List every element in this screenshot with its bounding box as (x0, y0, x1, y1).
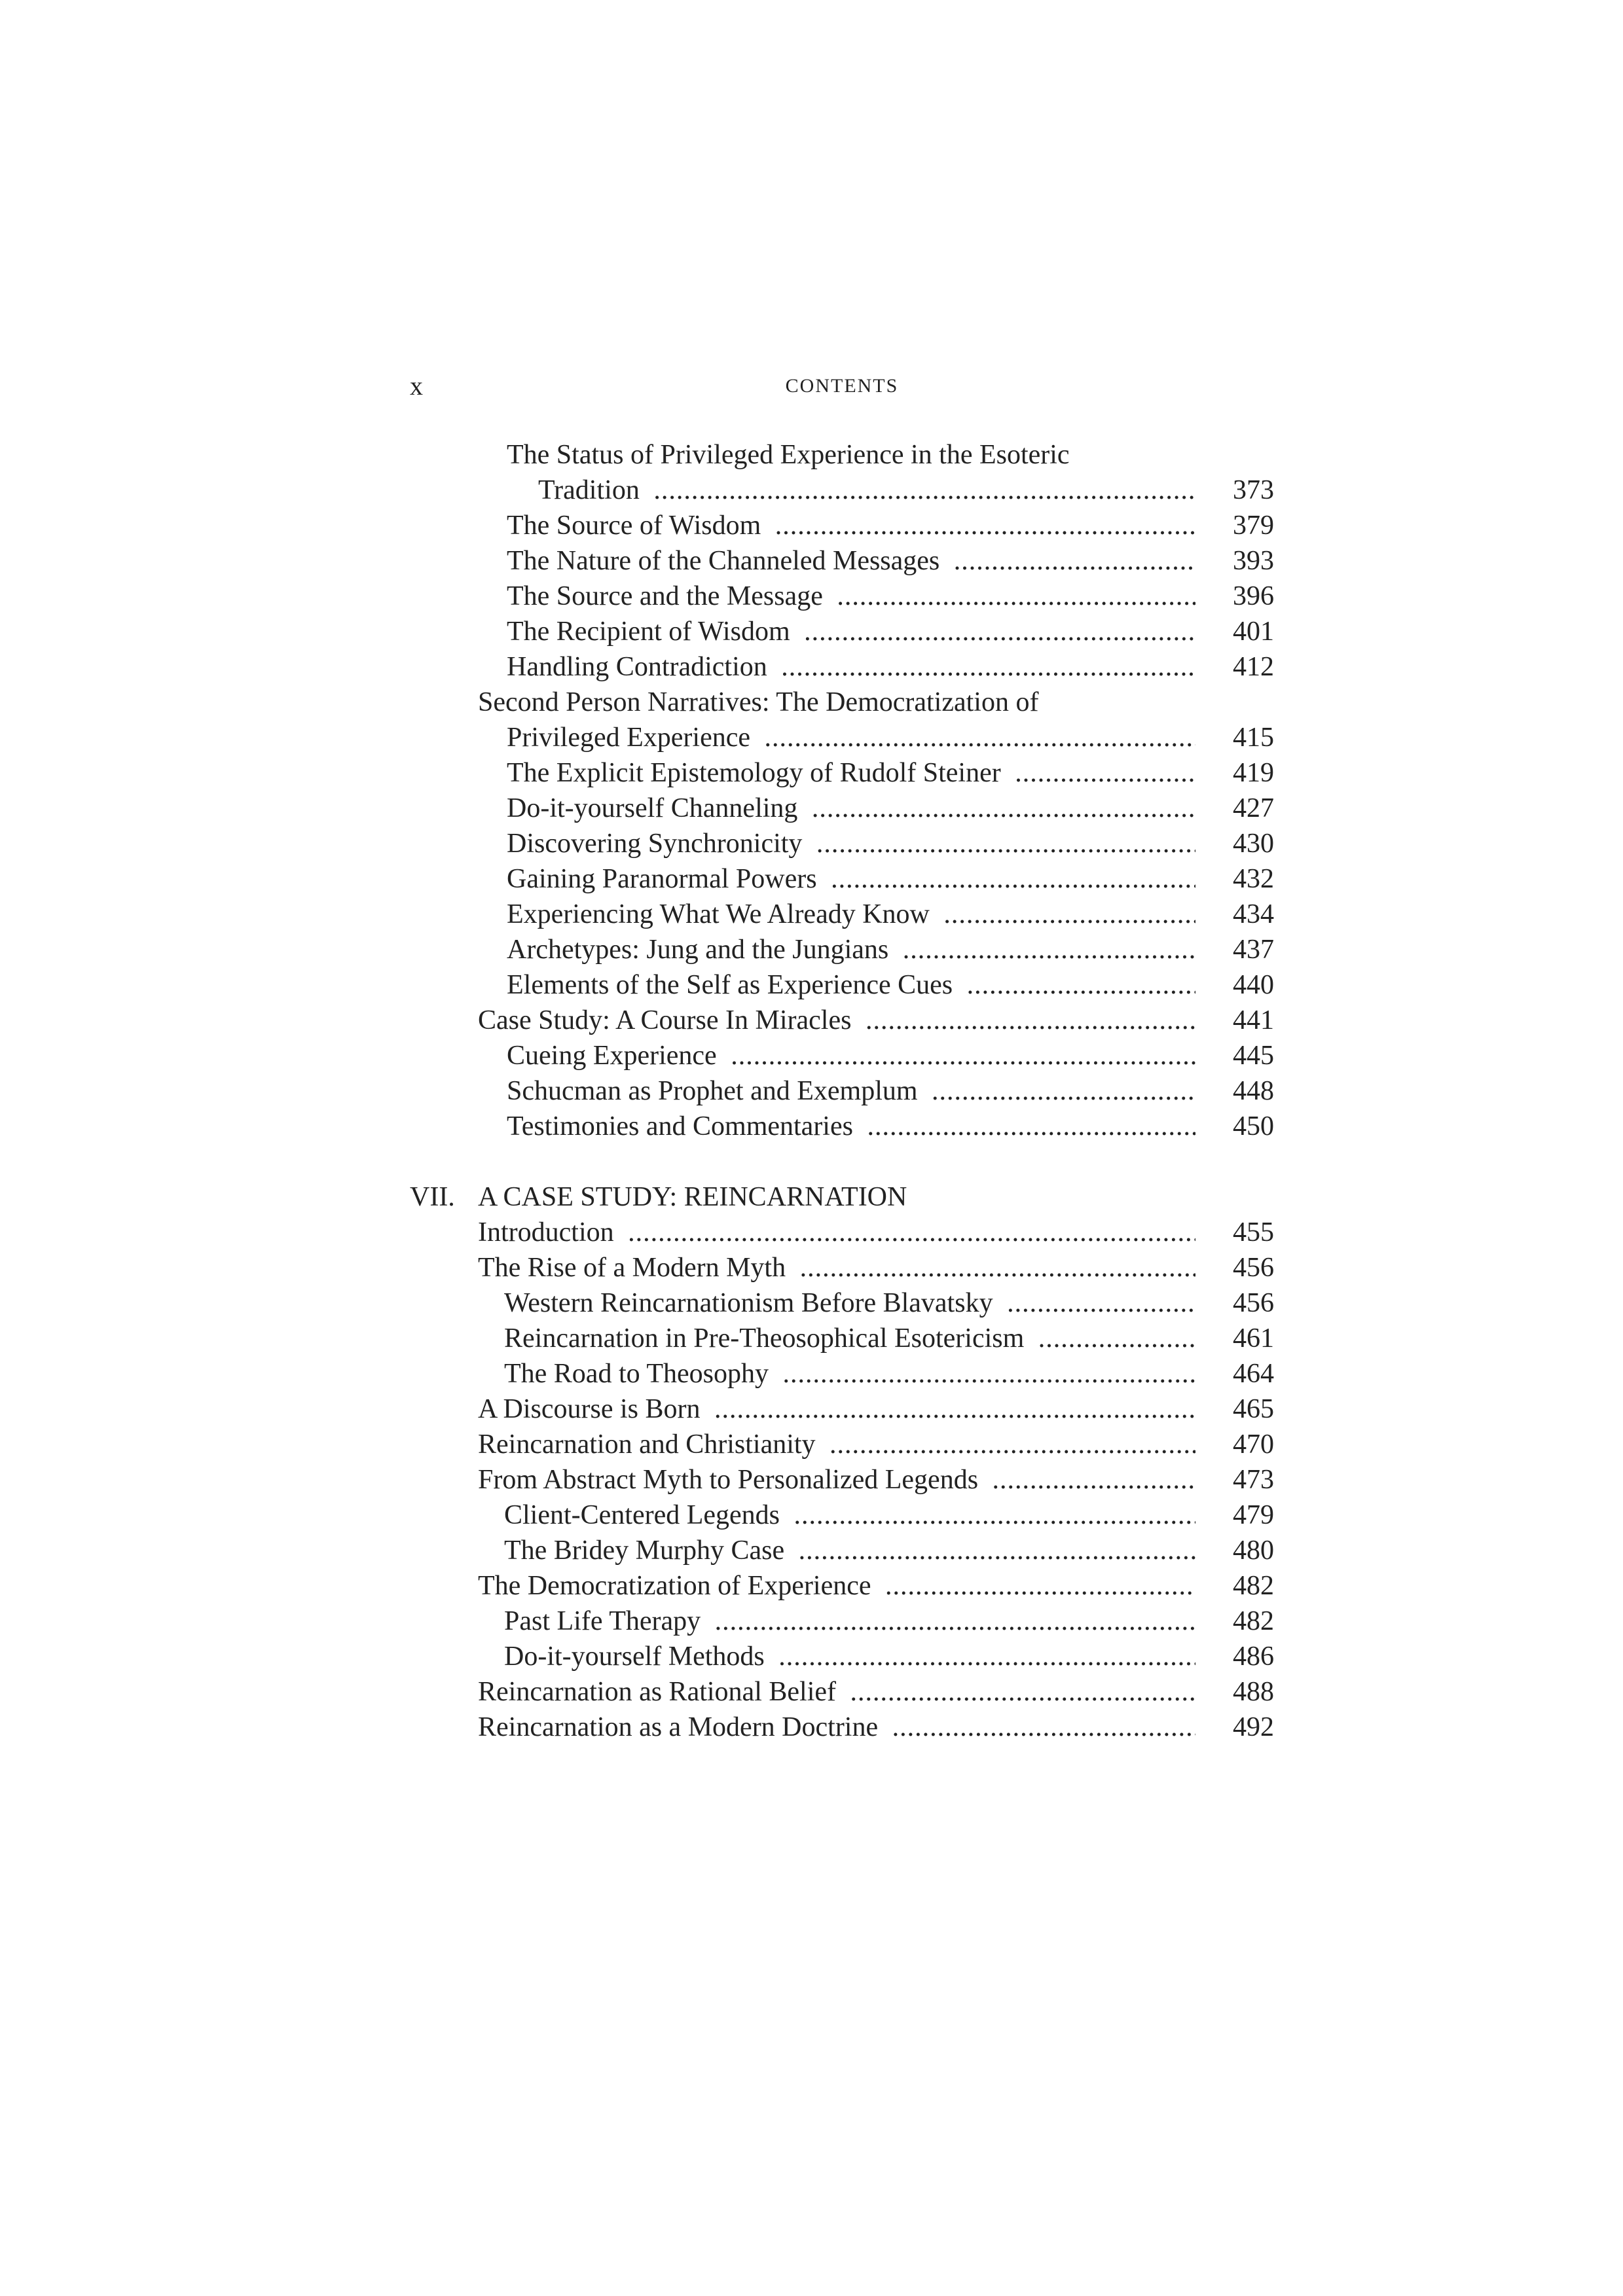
toc-entry-page: 482 (1233, 1606, 1274, 1636)
toc-entry-page: 473 (1233, 1465, 1274, 1495)
toc-entry (410, 1215, 1274, 1250)
toc-entry-title (410, 791, 1195, 826)
toc-entry-title (410, 685, 1195, 720)
toc-entry-title (410, 614, 1195, 649)
toc-entry-title (410, 508, 1195, 543)
toc-entry (410, 1073, 1274, 1109)
toc-entry-page: 437 (1233, 935, 1274, 965)
toc-entry-label: Introduction (478, 1217, 621, 1247)
toc-entry-title (410, 579, 1195, 614)
toc-entry-label: Case Study: A Course In Miracles (478, 1005, 858, 1035)
toc-entry-title (410, 967, 1195, 1003)
toc-entry-title (410, 1674, 1195, 1710)
toc-entry (410, 897, 1274, 932)
toc-entry (410, 1321, 1274, 1356)
toc-entry-page: 401 (1233, 617, 1274, 647)
toc-entry (410, 1427, 1274, 1462)
toc-entry-label: Archetypes: Jung and the Jungians (507, 935, 895, 965)
toc-entry-title (410, 897, 1195, 932)
toc-entry (410, 1604, 1274, 1639)
toc-entry (410, 1639, 1274, 1674)
toc-entry-title (410, 649, 1195, 685)
toc-entry (410, 1250, 1274, 1285)
toc-entry (410, 1462, 1274, 1498)
toc-entry-label: A Discourse is Born (478, 1394, 707, 1424)
toc-entry (410, 1109, 1274, 1144)
toc-entry-label: The Explicit Epistemology of Rudolf Steiner (507, 758, 1008, 788)
toc-entry (410, 967, 1274, 1003)
toc-entry (410, 579, 1274, 614)
chapter-heading (410, 1179, 1274, 1215)
toc-entry-page: 482 (1233, 1571, 1274, 1601)
toc-entry-page: 488 (1233, 1677, 1274, 1707)
toc-entry-title (410, 1462, 1195, 1498)
toc-entry-page: 470 (1233, 1429, 1274, 1460)
toc-entry-label: The Nature of the Channeled Messages (507, 546, 946, 576)
toc-entry-title (410, 826, 1195, 861)
toc-entry-page: 456 (1233, 1288, 1274, 1318)
toc-entry-label: The Bridey Murphy Case (504, 1535, 791, 1566)
toc-entry (410, 1038, 1274, 1073)
toc-entry-title (410, 1391, 1195, 1427)
toc-entry-title (410, 473, 1195, 508)
table-of-contents (410, 437, 1274, 1745)
toc-entry-page: 450 (1233, 1111, 1274, 1141)
chapter-number: VII. (410, 1182, 455, 1212)
toc-entry-title (410, 1285, 1195, 1321)
toc-entry-title (410, 1073, 1195, 1109)
toc-entry-label: Do-it-yourself Channeling (507, 793, 804, 823)
toc-entry-title (410, 861, 1195, 897)
toc-entry-page: 427 (1233, 793, 1274, 823)
toc-entry (410, 1568, 1274, 1604)
toc-entry (410, 437, 1274, 473)
page-folio: x (410, 371, 423, 401)
toc-entry-page: 464 (1233, 1359, 1274, 1389)
toc-section-chapter-vii (410, 1215, 1274, 1745)
toc-entry-label: The Road to Theosophy (504, 1359, 775, 1389)
toc-entry (410, 685, 1274, 720)
toc-entry-label: Reincarnation as a Modern Doctrine (478, 1712, 884, 1742)
toc-entry-title (410, 932, 1195, 967)
toc-entry-label: Do-it-yourself Methods (504, 1641, 771, 1672)
toc-entry-label: Past Life Therapy (504, 1606, 707, 1636)
toc-entry-label: From Abstract Myth to Personalized Legends (478, 1465, 985, 1495)
toc-entry-title (410, 1003, 1195, 1038)
toc-entry-page: 419 (1233, 758, 1274, 788)
toc-entry-label: The Status of Privileged Experience in the Esoteric (507, 440, 1076, 470)
toc-entry-page: 492 (1233, 1712, 1274, 1742)
toc-entry-title (410, 1533, 1195, 1568)
toc-entry-label: Discovering Synchronicity (507, 829, 809, 859)
toc-entry-title (410, 1321, 1195, 1356)
toc-entry-title (410, 1109, 1195, 1144)
page-header (410, 367, 1274, 406)
toc-entry (410, 614, 1274, 649)
toc-section-continued (410, 437, 1274, 1144)
toc-entry-label: Schucman as Prophet and Exemplum (507, 1076, 924, 1106)
toc-entry-page: 445 (1233, 1041, 1274, 1071)
toc-entry-page: 465 (1233, 1394, 1274, 1424)
toc-entry (410, 1285, 1274, 1321)
toc-entry-page: 379 (1233, 511, 1274, 541)
toc-entry-page: 448 (1233, 1076, 1274, 1106)
toc-entry-label: The Democratization of Experience (478, 1571, 878, 1601)
toc-entry-title (410, 1427, 1195, 1462)
toc-entry-label: Testimonies and Commentaries (507, 1111, 860, 1141)
toc-entry-label: The Rise of a Modern Myth (478, 1253, 792, 1283)
toc-entry-title (410, 437, 1195, 473)
toc-entry-label: Reincarnation and Christianity (478, 1429, 822, 1460)
toc-entry-label: Western Reincarnationism Before Blavatsky (504, 1288, 1000, 1318)
toc-entry-title (410, 543, 1195, 579)
toc-entry-label: Gaining Paranormal Powers (507, 864, 824, 894)
toc-entry-title (410, 1568, 1195, 1604)
toc-entry-page: 432 (1233, 864, 1274, 894)
toc-entry (410, 755, 1274, 791)
toc-entry-label: Tradition (538, 475, 646, 505)
toc-entry-label: Privileged Experience (507, 723, 757, 753)
toc-entry (410, 932, 1274, 967)
toc-entry-page: 440 (1233, 970, 1274, 1000)
toc-entry-title (410, 1639, 1195, 1674)
toc-entry-page: 455 (1233, 1217, 1274, 1247)
toc-entry-title (410, 1215, 1195, 1250)
toc-entry (410, 543, 1274, 579)
toc-entry-page: 479 (1233, 1500, 1274, 1530)
toc-entry (410, 649, 1274, 685)
toc-entry-page: 461 (1233, 1323, 1274, 1354)
toc-entry-title (410, 720, 1195, 755)
toc-entry (410, 1498, 1274, 1533)
toc-entry (410, 1533, 1274, 1568)
toc-entry-page: 456 (1233, 1253, 1274, 1283)
toc-entry-title (410, 1710, 1195, 1745)
toc-entry-label: The Recipient of Wisdom (507, 617, 797, 647)
toc-entry-label: Client-Centered Legends (504, 1500, 786, 1530)
toc-entry-page: 480 (1233, 1535, 1274, 1566)
toc-entry (410, 1391, 1274, 1427)
toc-entry-label: Elements of the Self as Experience Cues (507, 970, 959, 1000)
toc-entry-label: Experiencing What We Already Know (507, 899, 936, 929)
toc-entry (410, 720, 1274, 755)
toc-entry-label: Second Person Narratives: The Democratization of (478, 687, 1045, 717)
toc-entry-page: 441 (1233, 1005, 1274, 1035)
toc-entry-label: The Source of Wisdom (507, 511, 767, 541)
running-head: CONTENTS (785, 375, 899, 397)
toc-entry-page: 486 (1233, 1641, 1274, 1672)
toc-entry-title (410, 1356, 1195, 1391)
toc-entry-page: 430 (1233, 829, 1274, 859)
toc-entry-label: Reincarnation as Rational Belief (478, 1677, 843, 1707)
toc-entry-label: Reincarnation in Pre-Theosophical Esotericism (504, 1323, 1030, 1354)
toc-entry (410, 473, 1274, 508)
toc-entry-page: 393 (1233, 546, 1274, 576)
toc-entry-title (410, 1604, 1195, 1639)
toc-entry-title (410, 1250, 1195, 1285)
toc-entry-page: 412 (1233, 652, 1274, 682)
toc-entry-page: 415 (1233, 723, 1274, 753)
toc-entry-page: 373 (1233, 475, 1274, 505)
toc-entry-label: The Source and the Message (507, 581, 830, 611)
toc-entry (410, 861, 1274, 897)
chapter-title: A CASE STUDY: REINCARNATION (478, 1182, 907, 1212)
toc-entry (410, 791, 1274, 826)
toc-entry (410, 508, 1274, 543)
toc-entry-title (410, 1038, 1195, 1073)
toc-entry (410, 1003, 1274, 1038)
toc-entry-page: 396 (1233, 581, 1274, 611)
toc-entry (410, 1356, 1274, 1391)
toc-entry-title (410, 755, 1195, 791)
toc-entry-label: Cueing Experience (507, 1041, 723, 1071)
toc-entry (410, 826, 1274, 861)
toc-entry-title (410, 1498, 1195, 1533)
toc-entry (410, 1674, 1274, 1710)
toc-entry (410, 1710, 1274, 1745)
toc-entry-label: Handling Contradiction (507, 652, 774, 682)
toc-entry-page: 434 (1233, 899, 1274, 929)
